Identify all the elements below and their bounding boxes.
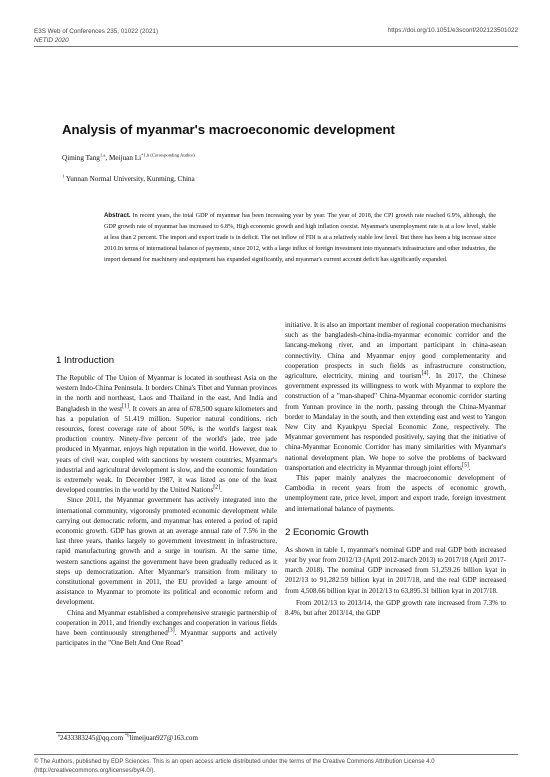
author-affiliation-mark: *1,b — [141, 152, 150, 158]
corresponding-author-note: (Corresponding Author) — [149, 152, 195, 158]
paragraph — [285, 320, 506, 473]
running-header-left — [34, 27, 158, 45]
citation-ref[interactable]: [4] — [421, 370, 429, 377]
citation-ref[interactable]: [2] — [213, 484, 221, 491]
affiliation-number: 1 — [62, 173, 65, 179]
abstract-label: Abstract. — [104, 212, 131, 219]
abstract — [104, 210, 496, 266]
paragraph-text: . — [468, 463, 471, 472]
paper-title: Analysis of myanmar's macroeconomic development — [62, 122, 395, 137]
author-list — [62, 154, 195, 162]
section-heading: 2 Economic Growth — [285, 526, 369, 538]
paragraph: Since 2011, the Myanmar government has actively integrated into the international community, vigorously promoted economic development while carrying out democratic reform, and myanmar has entered a period of rapid economic growth. GDP has grown at an average annual rate of 7.5% in the last three years, thanks largely to government investment in infrastructure, rapid manufacturing growth and a surge in tourism. At the same time, western sanctions against the government have been gradually reduced as it steps up democratization. After Myanmar's transition from military to constitutional government in 2011, the EU provided a large amount of assistance to Myanmar to promote its political and economic reform and development. — [56, 496, 277, 607]
affiliation-name: Yunnan Normal University, Kunming, China — [64, 175, 195, 183]
author-name: Qiming Tang — [62, 154, 100, 162]
conference-name: NETID 2020 — [34, 37, 69, 44]
right-column — [285, 320, 506, 618]
paragraph-text: . — [220, 486, 222, 495]
citation-ref[interactable]: [1] — [122, 403, 129, 410]
affiliation — [62, 175, 195, 183]
license-url[interactable]: (http://creativecommons.org/licenses/by/4.0/). — [34, 767, 156, 774]
paragraph-text: . Myanmar supports and actively participates in the "One Belt And One Road" — [56, 629, 277, 648]
paragraph-text: The Republic of The Union of Myanmar is located in southeast Asia on the western Indo-China Peninsula. It borders China's Tibet and Yunnan provinces in the north and northeast, Laos and Thailand in the east, And India and Bangladesh in the west — [56, 374, 277, 413]
author-separator: , — [105, 154, 109, 162]
footnote-emails — [58, 734, 198, 742]
footnote-mark: *b — [124, 732, 130, 738]
journal-citation: E3S Web of Conferences 235, 01022 (2021) — [34, 28, 159, 35]
paragraph-text: . It covers an area of 678,500 square kilometers and has a population of 51.419 million. Superior natural conditions, rich resources, forest coverage rate of about 50%, is the world's largest teak production country. Ninety-five percent of the world's jade, tree jade produced in Myanmar, enjoys high reputation in the world. However, due to years of civil war, coupled with sanctions by western countries, Myanmar's industrial and agricultural development is slow, and the economic foundation is extremely weak. In December 1987, it was listed as one of the least developed countries in the world by the United Nations — [56, 404, 277, 495]
footer-rule — [34, 754, 518, 755]
abstract-text: In recent years, the total GDP of myanmar has been increasing year by year. The year of 2018, the CPI growth rate reached 6.9%, although, the GDP growth rate of myanmar has increased to 6.8%, High economic growth and high inflation coexist. Myanmar's unemployment rate is at a low level, stable at less than 2 percent. The import and export trade is in deficit. The net inflow of FDI is at a relatively stable low level. But there has been a big increase since 2010.In terms of international balance of payments, since 2012, with a large influx of foreign investment into myanmar's infrastructure and other industries, the import demand for machinery and equipment has expanded significantly, and myanmar's current account deficit has significantly expanded. — [104, 213, 496, 264]
citation-ref[interactable]: [5] — [461, 462, 469, 469]
paragraph-text: China and Myanmar established a comprehensive strategic partnership of cooperation in 2011, and friendly exchanges and cooperation in various fields have been continuously strengthened — [56, 608, 277, 638]
paragraph-text: . In 2017, the Chinese government expressed its willingness to work with Myanmar to explore the construction of a "man-shaped" China-Myanmar economic corridor starting from Yunnan province in the north, passing through the China-Myanmar border to Mandalay in the south, and then extending east and west to Yangon New City and Kyaukpyu Special Economic Zone, respectively. The Myanmar government has responded positively, saying that the initiative of china-Myanmar Economic Corridor has many similarities with Myanmar's national development plan. We hope to solve the problems of backward transportation and electricity in Myanmar through joint efforts — [285, 372, 506, 472]
license-text: © The Authors, published by EDP Sciences. This is an open access article distributed under the terms of the Creative Commons Attribution License 4.0 — [34, 759, 435, 765]
paragraph: This paper mainly analyzes the macroeconomic development of Cambodia in recent years from the aspects of economic growth, unemployment rate, price level, import and export trade, foreign investment and international balance of payments. — [285, 474, 506, 513]
email-link[interactable]: 2433383245@qq.com — [60, 734, 124, 742]
section-heading: 1 Introduction — [56, 355, 115, 366]
paragraph: As shown in table 1, myanmar's nominal GDP and real GDP both increased year by year from 2012/13 (April 2012-march 2013) to 2017/18 (April 2017-march 2018). The nominal GDP increased from 51,259.26 billion kyat in 2012/13 to 91,282.59 billion kyat in 2017/18, and the real GDP increased from 4,508.66 billion kyat in 2012/13 to 63,895.31 billion kyat in 2017/18. — [285, 545, 506, 595]
paragraph — [56, 373, 277, 495]
citation-ref[interactable]: [3] — [167, 627, 175, 634]
email-link[interactable]: limeijuan927@163.com — [129, 734, 198, 742]
header-rule — [34, 46, 518, 47]
footnote-mark: a — [58, 732, 60, 738]
doi-link[interactable]: https://doi.org/10.1051/e3sconf/202123501022 — [387, 27, 518, 34]
paragraph: From 2012/13 to 2013/14, the GDP growth rate increased from 7.3% to 8.4%, but after 2013/14, the GDP — [285, 598, 506, 618]
author-name: Meijuan Li — [108, 154, 142, 162]
left-column — [56, 355, 277, 648]
paragraph — [56, 608, 277, 649]
license-footer — [34, 758, 520, 775]
paragraph-text: initiative. It is also an important member of regional cooperation mechanisms such as the bangladesh-china-india-myanmar economic corridor and the lancang-mekong river, and an important participant in china-asean connectivity. China and Myanmar enjoy good complementarity and cooperation prospects in such fields as infrastructure construction, agriculture, electricity, mining and tourism — [285, 321, 506, 381]
author-affiliation-mark: 1,a — [99, 152, 106, 158]
